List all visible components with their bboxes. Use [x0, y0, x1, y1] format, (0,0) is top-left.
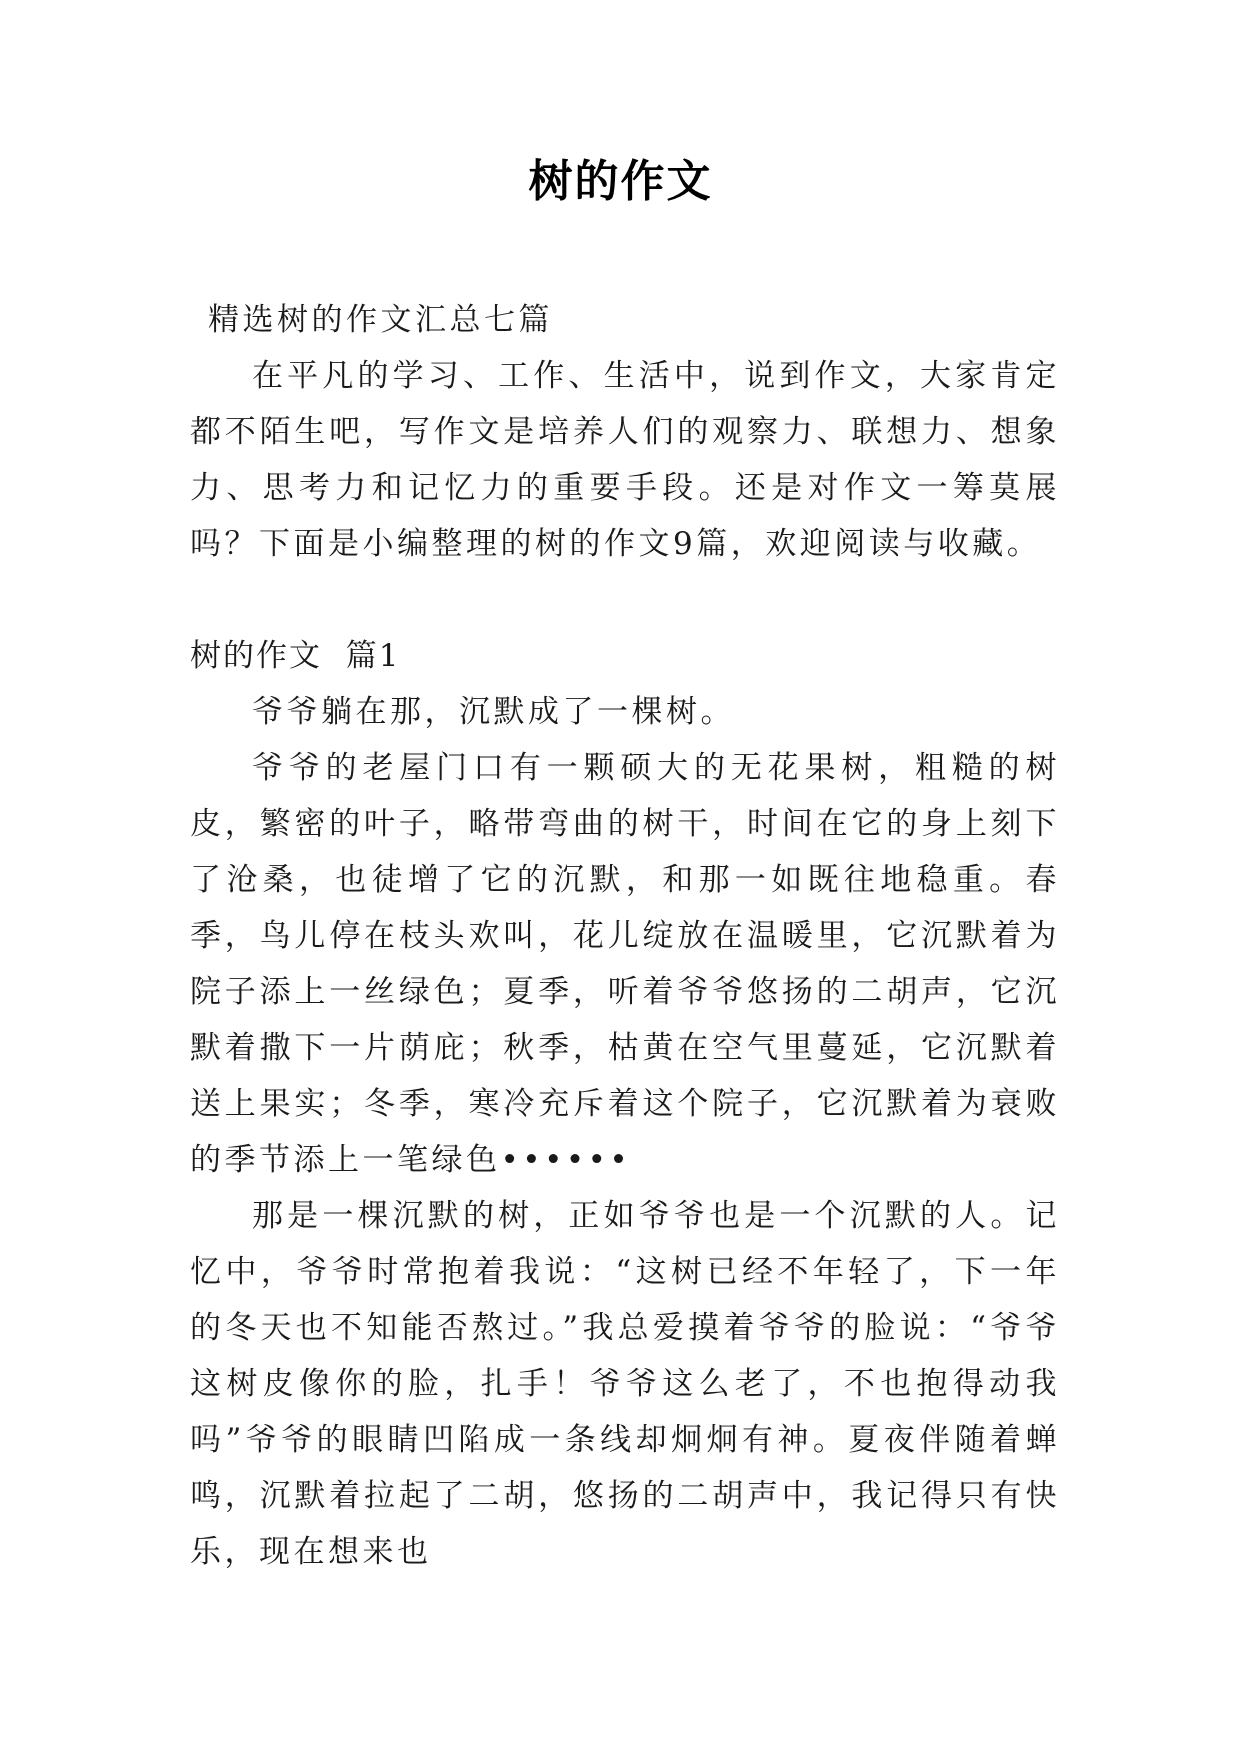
body-paragraph: 那是一棵沉默的树，正如爷爷也是一个沉默的人。记忆中，爷爷时常抱着我说：“这树已经不年轻了，下一年的冬天也不知能否熬过。”我总爱摸着爷爷的脸说：“爷爷这树皮像你的脸，扎手！爷爷这么老了，不也抱得动我吗”爷爷的眼睛凹陷成一条线却炯炯有神。夏夜伴随着蝉鸣，沉默着拉起了二胡，悠扬的二胡声中，我记得只有快乐，现在想来也	[190, 1198, 1060, 1570]
intro-paragraph: 在平凡的学习、工作、生活中，说到作文，大家肯定都不陌生吧，写作文是培养人们的观察力、联想力、想象力、思考力和记忆力的重要手段。还是对作文一筹莫展吗？下面是小编整理的树的作文9篇，欢迎阅读与收藏。	[190, 358, 1060, 562]
document-title: 树的作文	[528, 156, 713, 207]
body-paragraph: 爷爷的老屋门口有一颗硕大的无花果树，粗糙的树皮，繁密的叶子，略带弯曲的树干，时间在它的身上刻下了沧桑，也徒增了它的沉默，和那一如既往地稳重。春季，鸟儿停在枝头欢叫，花儿绽放在温暖里，它沉默着为院子添上一丝绿色；夏季，听着爷爷悠扬的二胡声，它沉默着撒下一片荫庇；秋季，枯黄在空气里蔓延，它沉默着送上果实；冬季，寒冷充斥着这个院子，它沉默着为衰败的季节添上一笔绿色••••••	[190, 750, 1060, 1178]
document-subtitle: 精选树的作文汇总七篇	[208, 302, 553, 338]
body-paragraph: 爷爷躺在那，沉默成了一棵树。	[252, 694, 735, 730]
section-heading: 树的作文 篇1	[190, 638, 401, 674]
document-body	[190, 292, 1060, 1580]
paragraph-spacer	[190, 572, 1060, 628]
